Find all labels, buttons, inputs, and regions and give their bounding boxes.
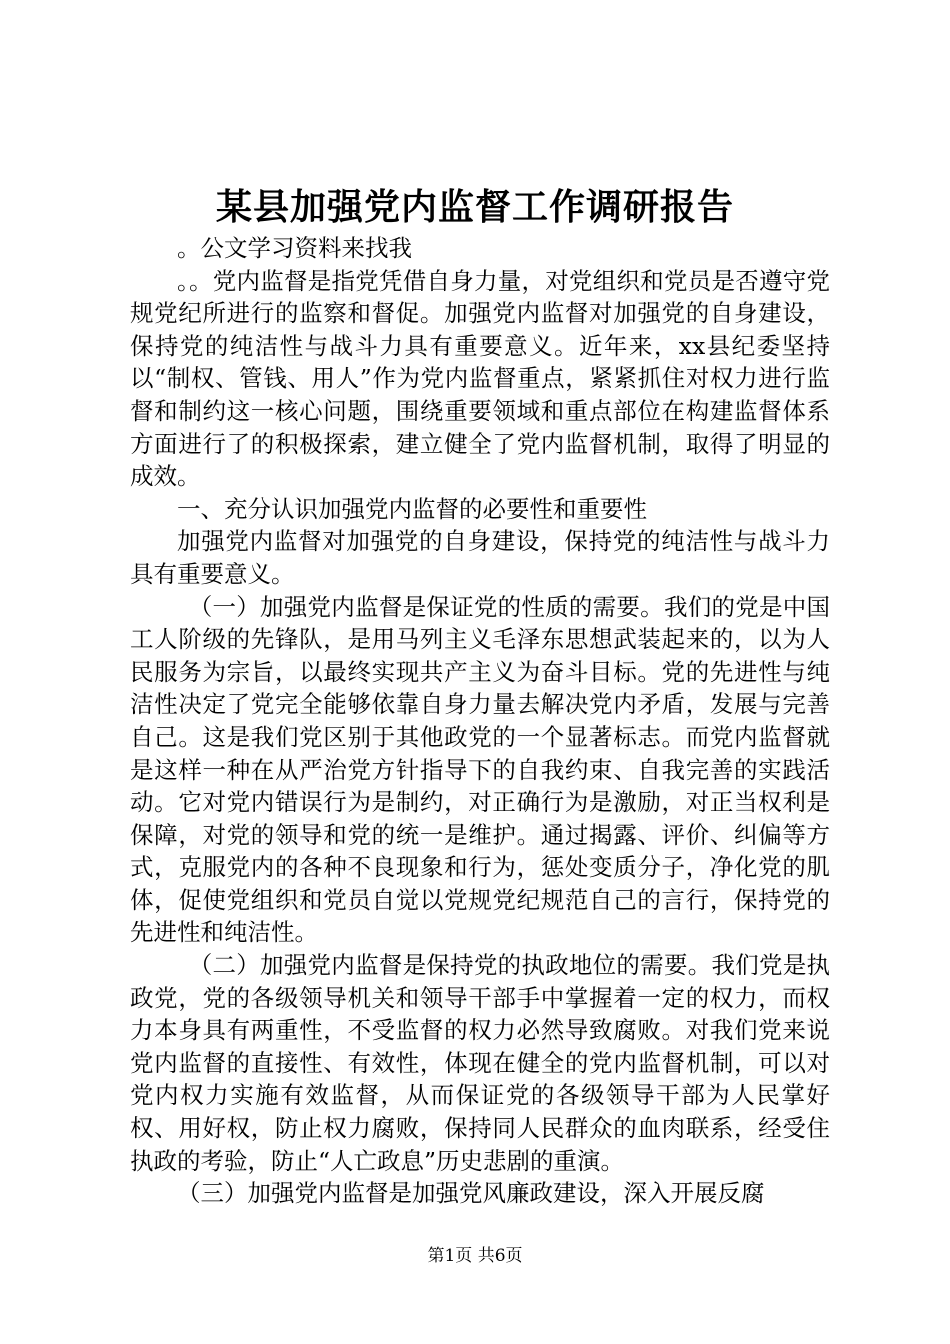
paragraph-section-1-summary: 加强党内监督对加强党的自身建设，保持党的纯洁性与战斗力具有重要意义。: [130, 527, 830, 588]
paragraph-point-3: （三）加强党内监督是加强党风廉政建设，深入开展反腐: [177, 1179, 765, 1208]
document-body: [130, 232, 830, 1210]
page-footer: 第1页 共6页: [427, 1246, 523, 1266]
paragraph-point-1: （一）加强党内监督是保证党的性质的需要。我们的党是中国工人阶级的先锋队，是用马列主义毛泽东思想武装起来的，以为人民服务为宗旨，以最终实现共产主义为奋斗目标。党的先进性与纯洁性决定了党完全能够依靠自身力量去解决党内矛盾，发展与完善自己。这是我们党区别于其他政党的一个显著标志。而党内监督就是这样一种在从严治党方针指导下的自我约束、自我完善的实践活动。它对党内错误行为是制约，对正确行为是激励，对正当权利是保障，对党的领导和党的统一是维护。通过揭露、评价、纠偏等方式，克服党内的各种不良现象和行为，惩处变质分子，净化党的肌体，促使党组织和党员自觉以党规党纪规范自己的言行，保持党的先进性和纯洁性。: [130, 592, 830, 947]
paragraph-source-note: 。公文学习资料来找我: [177, 234, 412, 262]
paragraph-point-2: （二）加强党内监督是保持党的执政地位的需要。我们党是执政党，党的各级领导机关和领导干部手中掌握着一定的权力，而权力本身具有两重性，不受监督的权力必然导致腐败。对我们党来说党内监督的直接性、有效性，体现在健全的党内监督机制，可以对党内权力实施有效监督，从而保证党的各级领导干部为人民掌好权、用好权，防止权力腐败，保持同人民群众的血肉联系，经受住执政的考验，防止“人亡政息”历史悲剧的重演。: [130, 951, 830, 1175]
section-heading-1: 一、充分认识加强党内监督的必要性和重要性: [177, 494, 647, 523]
paragraph-intro: 。。党内监督是指党凭借自身力量，对党组织和党员是否遵守党规党纪所进行的监察和督促。加强党内监督对加强党的自身建设，保持党的纯洁性与战斗力具有重要意义。近年来，xx县纪委坚持以“制权、管钱、用人”作为党内监督重点，紧紧抓住对权力进行监督和制约这一核心问题，围绕重要领域和重点部位在构建监督体系方面进行了的积极探索，建立健全了党内监督机制，取得了明显的成效。: [130, 266, 830, 491]
document-title: 某县加强党内监督工作调研报告: [215, 186, 734, 228]
